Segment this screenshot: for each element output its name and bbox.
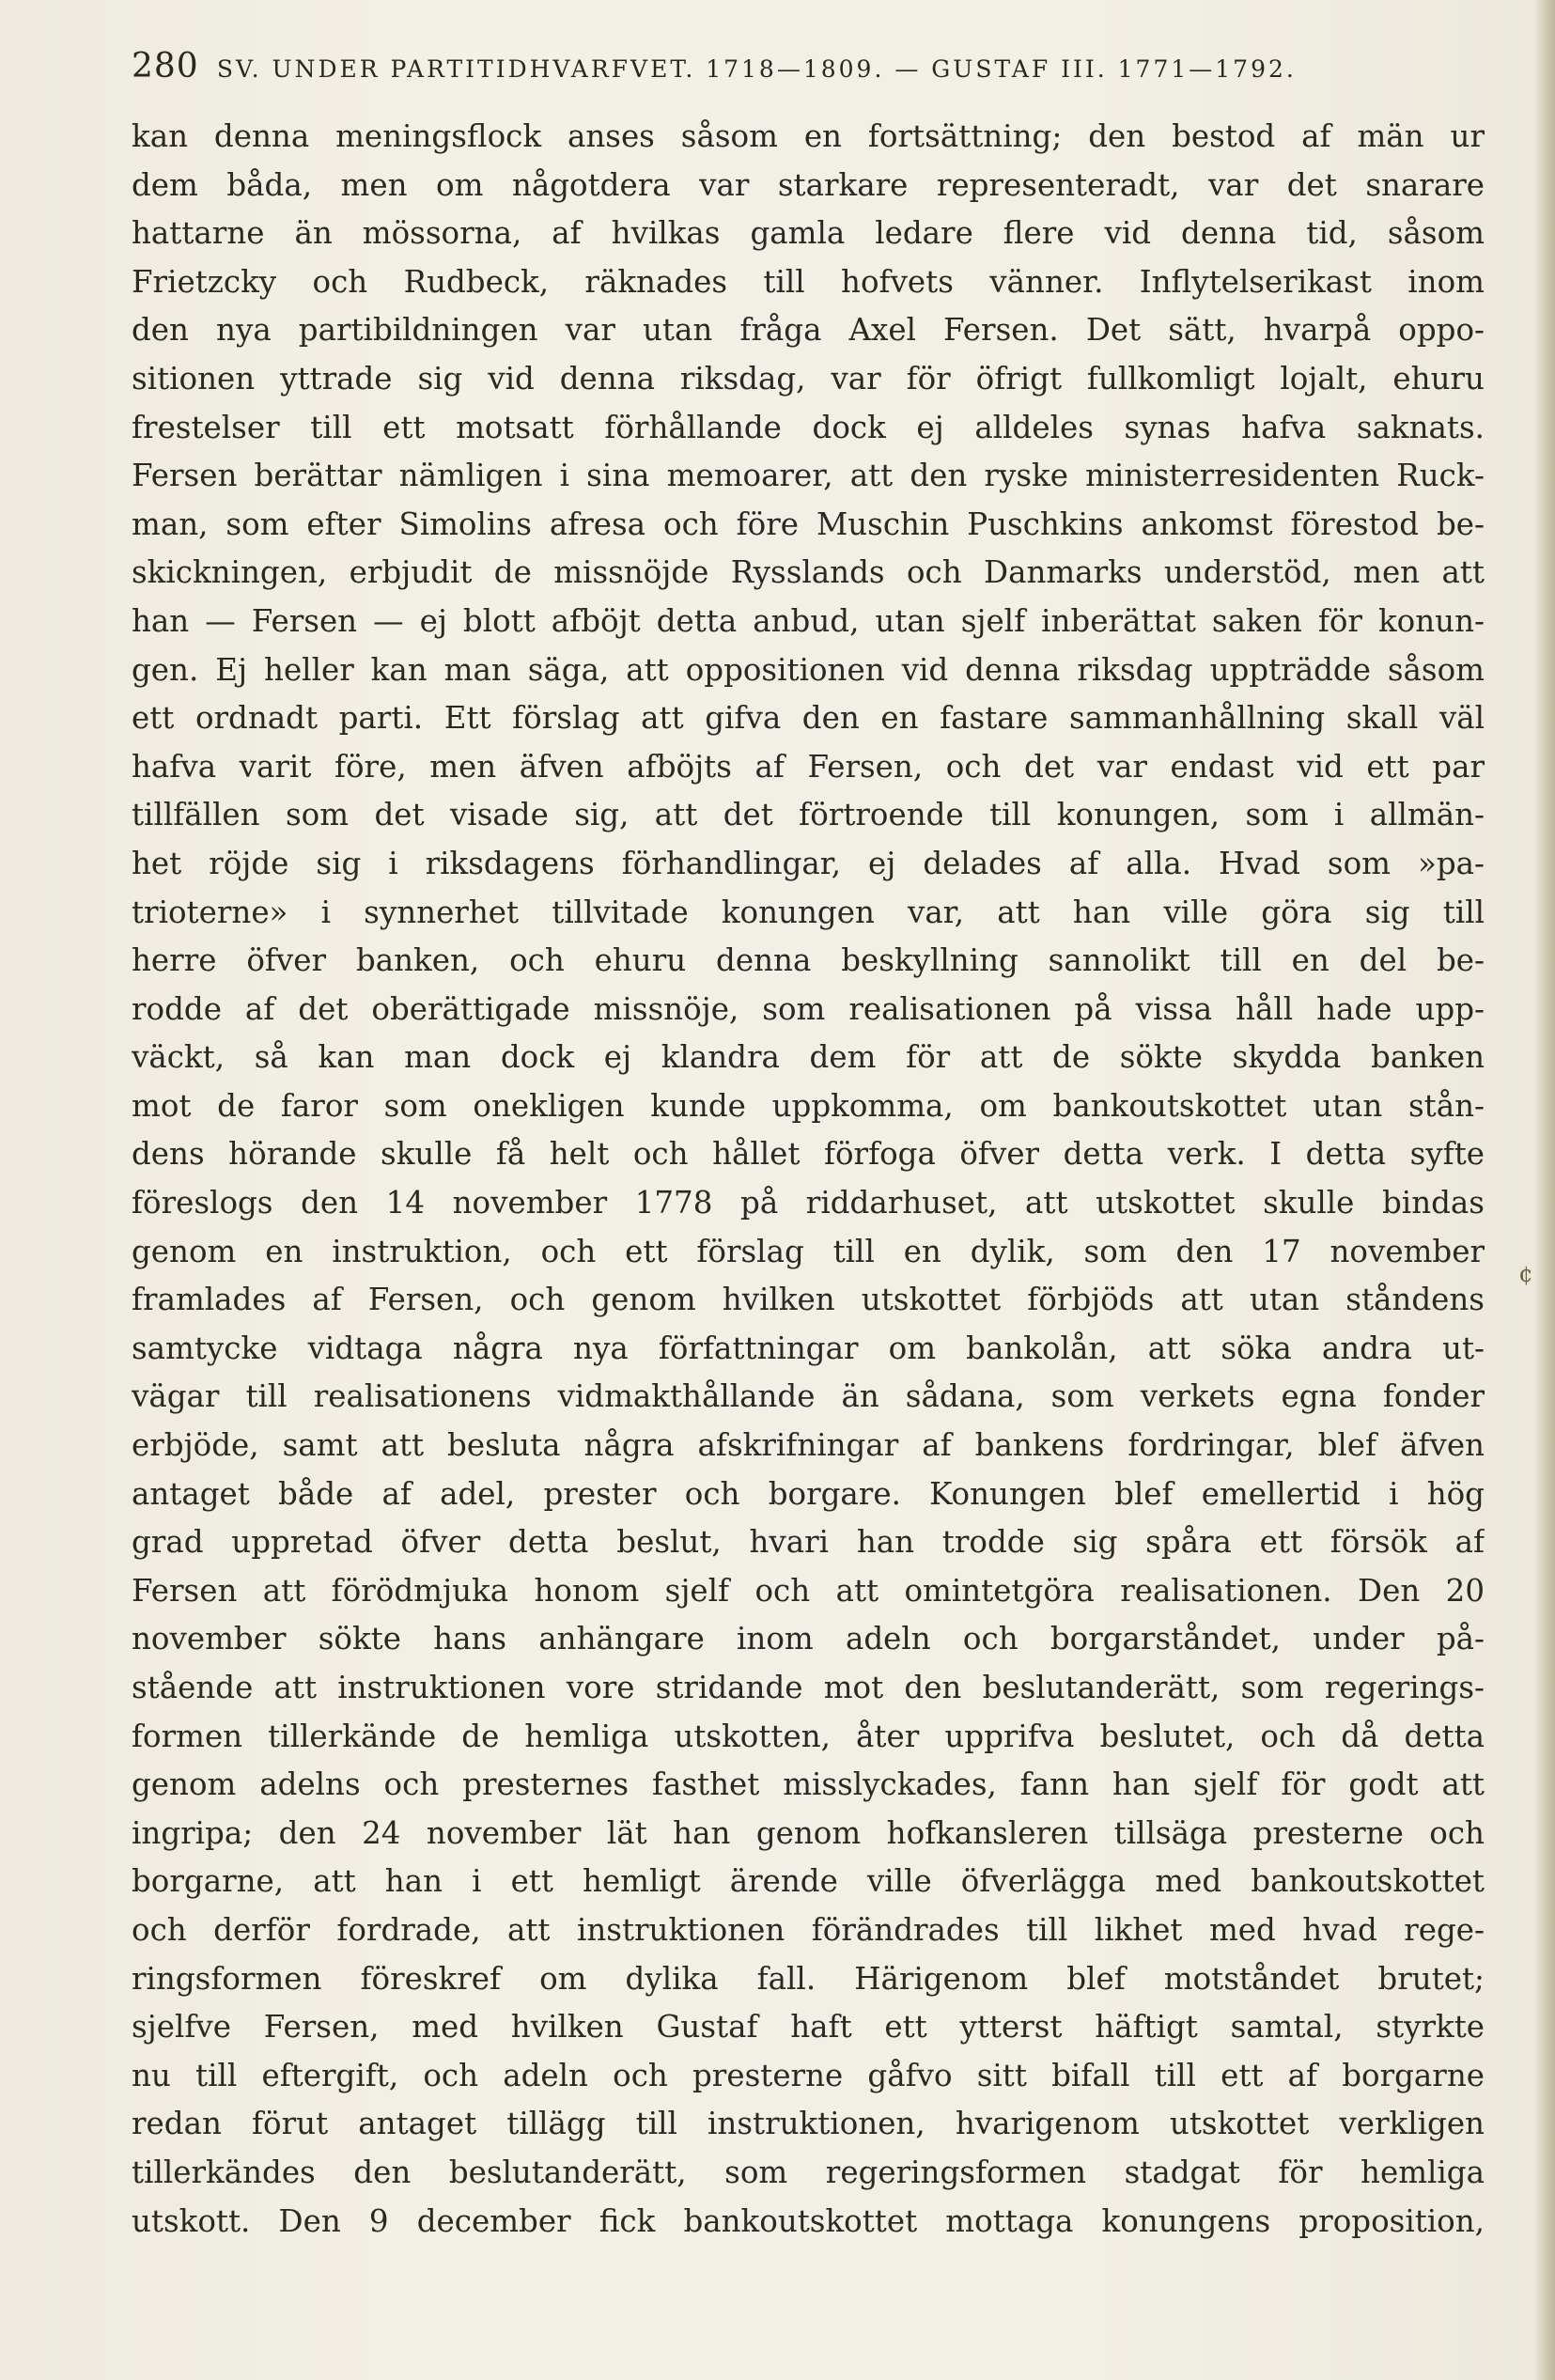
text-line: sjelfve Fersen, med hvilken Gustaf haft ett ytterst häftigt samtal, styrkte — [132, 2009, 1485, 2046]
text-line: gen. Ej heller kan man säga, att oppositionen vid denna riksdag uppträdde såsom — [132, 651, 1485, 688]
text-line: rodde af det oberättigade missnöje, som realisationen på vissa håll hade upp- — [132, 990, 1485, 1027]
text-line: erbjöde, samt att besluta några afskrifningar af bankens fordringar, blef äfven — [132, 1427, 1485, 1464]
text-line: formen tillerkände de hemliga utskotten, åter upprifva beslutet, och då detta — [132, 1718, 1485, 1754]
text-line: han — Fersen — ej blott afböjt detta anbud, utan sjelf inberättat saken för konun- — [132, 602, 1485, 639]
text-line: antaget både af adel, prester och borgare. Konungen blef emellertid i hög — [132, 1475, 1485, 1512]
body-text — [132, 113, 1485, 2246]
text-line: borgarne, att han i ett hemligt ärende ville öfverlägga med bankoutskottet — [132, 1863, 1485, 1900]
page-number: 280 — [132, 47, 199, 86]
page-edge-shadow — [1534, 0, 1555, 2380]
text-line: grad uppretad öfver detta beslut, hvari han trodde sig spåra ett försök af — [132, 1524, 1485, 1561]
text-line: utskott. Den 9 december fick bankoutskottet mottaga konungens proposition, — [132, 2202, 1485, 2239]
text-line: genom adelns och presternes fasthet misslyckades, fann han sjelf för godt att — [132, 1766, 1485, 1803]
text-line: redan förut antaget tillägg till instruktionen, hvarigenom utskottet verkligen — [132, 2106, 1485, 2142]
text-line: november sökte hans anhängare inom adeln och borgarståndet, under på- — [132, 1621, 1485, 1657]
text-line: mot de faror som onekligen kunde uppkomma, om bankoutskottet utan stån- — [132, 1087, 1485, 1124]
margin-mark: ¢ — [1518, 1261, 1533, 1287]
text-line: man, som efter Simolins afresa och före Muschin Puschkins ankomst förestod be- — [132, 506, 1485, 542]
text-line: vägar till realisationens vidmakthållande än sådana, som verkets egna fonder — [132, 1378, 1485, 1415]
text-line: frestelser till ett motsatt förhållande dock ej alldeles synas hafva saknats. — [132, 409, 1485, 445]
text-line: Fersen att förödmjuka honom sjelf och att omintetgöra realisationen. Den 20 — [132, 1572, 1485, 1609]
text-line: tillerkändes den beslutanderätt, som regeringsformen stadgat för hemliga — [132, 2154, 1485, 2190]
text-line: sitionen yttrade sig vid denna riksdag, var för öfrigt fullkomligt lojalt, ehuru — [132, 360, 1485, 397]
text-line: väckt, så kan man dock ej klandra dem för att de sökte skydda banken — [132, 1039, 1485, 1076]
text-line: genom en instruktion, och ett förslag till en dylik, som den 17 november — [132, 1233, 1485, 1269]
text-line: trioterne» i synnerhet tillvitade konungen var, att han ville göra sig till — [132, 894, 1485, 930]
text-line: ingripa; den 24 november lät han genom hofkansleren tillsäga presterne och — [132, 1814, 1485, 1851]
text-line: skickningen, erbjudit de missnöjde Rysslands och Danmarks understöd, men att — [132, 554, 1485, 591]
text-line: hattarne än mössorna, af hvilkas gamla ledare flere vid denna tid, såsom — [132, 215, 1485, 252]
text-line: tillfällen som det visade sig, att det förtroende till konungen, som i allmän- — [132, 797, 1485, 833]
text-line: samtycke vidtaga några nya författningar om bankolån, att söka andra ut- — [132, 1330, 1485, 1366]
text-line: nu till eftergift, och adeln och presterne gåfvo sitt bifall till ett af borgarne — [132, 2057, 1485, 2093]
text-line: ett ordnadt parti. Ett förslag att gifva den en fastare sammanhållning skall väl — [132, 700, 1485, 737]
text-line: dem båda, men om någotdera var starkare representeradt, var det snarare — [132, 166, 1485, 203]
text-line: och derför fordrade, att instruktionen förändrades till likhet med hvad rege- — [132, 1911, 1485, 1948]
text-line: den nya partibildningen var utan fråga Axel Fersen. Det sätt, hvarpå oppo- — [132, 312, 1485, 349]
text-line: stående att instruktionen vore stridande mot den beslutanderätt, som regerings- — [132, 1670, 1485, 1705]
text-line: föreslogs den 14 november 1778 på riddarhuset, att utskottet skulle bindas — [132, 1185, 1485, 1221]
text-line: het röjde sig i riksdagens förhandlingar, ej delades af alla. Hvad som »pa- — [132, 845, 1485, 881]
text-line: kan denna meningsflock anses såsom en fortsättning; den bestod af män ur — [132, 118, 1485, 154]
text-line: dens hörande skulle få helt och hållet förfoga öfver detta verk. I detta syfte — [132, 1136, 1485, 1173]
text-line: framlades af Fersen, och genom hvilken utskottet förbjöds att utan ståndens — [132, 1282, 1485, 1318]
text-line: herre öfver banken, och ehuru denna beskyllning sannolikt till en del be- — [132, 942, 1485, 979]
text-line: hafva varit före, men äfven afböjts af Fersen, och det var endast vid ett par — [132, 748, 1485, 785]
text-line: ringsformen föreskref om dylika fall. Härigenom blef motståndet brutet; — [132, 1960, 1485, 1997]
page-header — [132, 47, 1485, 103]
running-head: SV. UNDER PARTITIDHVARFVET. 1718—1809. — GUSTAF III. 1771—1792. — [216, 55, 1297, 83]
text-line: Frietzcky och Rudbeck, räknades till hofvets vänner. Inflytelserikast inom — [132, 263, 1485, 300]
text-line: Fersen berättar nämligen i sina memoarer, att den ryske ministerresidenten Ruck- — [132, 458, 1485, 494]
